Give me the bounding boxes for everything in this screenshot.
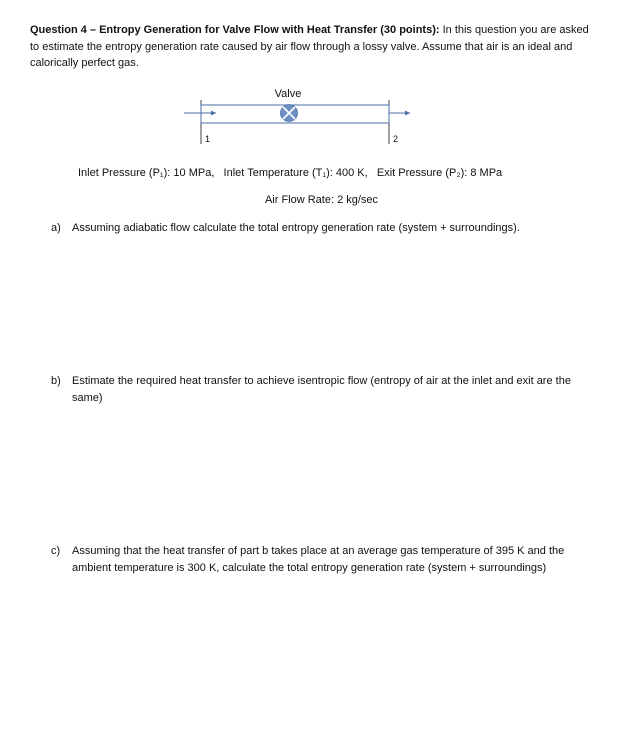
inlet-pressure: Inlet Pressure (P₁): 10 MPa, <box>78 167 215 179</box>
part-c-marker: c) <box>51 545 61 557</box>
valve-icon <box>281 105 298 122</box>
question-heading: Question 4 – Entropy Generation for Valve Flow with Heat Transfer (30 points): <box>30 24 440 36</box>
part-a <box>51 220 571 237</box>
part-c-text: Assuming that the heat transfer of part b takes place at an average gas temperature of 395 K and the ambient temperature is 300 K, calculate the total entropy generation rate (system + surroundings) <box>72 545 565 574</box>
station-2-label: 2 <box>393 134 399 144</box>
part-a-marker: a) <box>51 222 61 234</box>
valve-diagram <box>0 0 633 160</box>
part-c <box>51 543 571 576</box>
inlet-arrowhead <box>211 111 216 116</box>
part-b <box>51 373 571 406</box>
part-a-text: Assuming adiabatic flow calculate the total entropy generation rate (system + surroundings). <box>72 222 520 234</box>
air-flow-rate: Air Flow Rate: 2 kg/sec <box>264 194 379 206</box>
question-body: In this question you are asked to estimate the entropy generation rate caused by air flow through a lossy valve. Assume that air is an ideal and calorically perfect gas. <box>30 24 589 69</box>
valve-label: Valve <box>274 88 302 100</box>
flow-conditions <box>78 167 502 179</box>
exit-arrowhead <box>405 111 410 116</box>
part-b-text: Estimate the required heat transfer to achieve isentropic flow (entropy of air at the inlet and exit are the same) <box>72 375 571 404</box>
exit-pressure: Exit Pressure (P₂): 8 MPa <box>376 167 503 179</box>
inlet-temperature: Inlet Temperature (T₁): 400 K, <box>223 167 368 179</box>
part-b-marker: b) <box>51 375 61 387</box>
station-1-label: 1 <box>205 134 211 144</box>
